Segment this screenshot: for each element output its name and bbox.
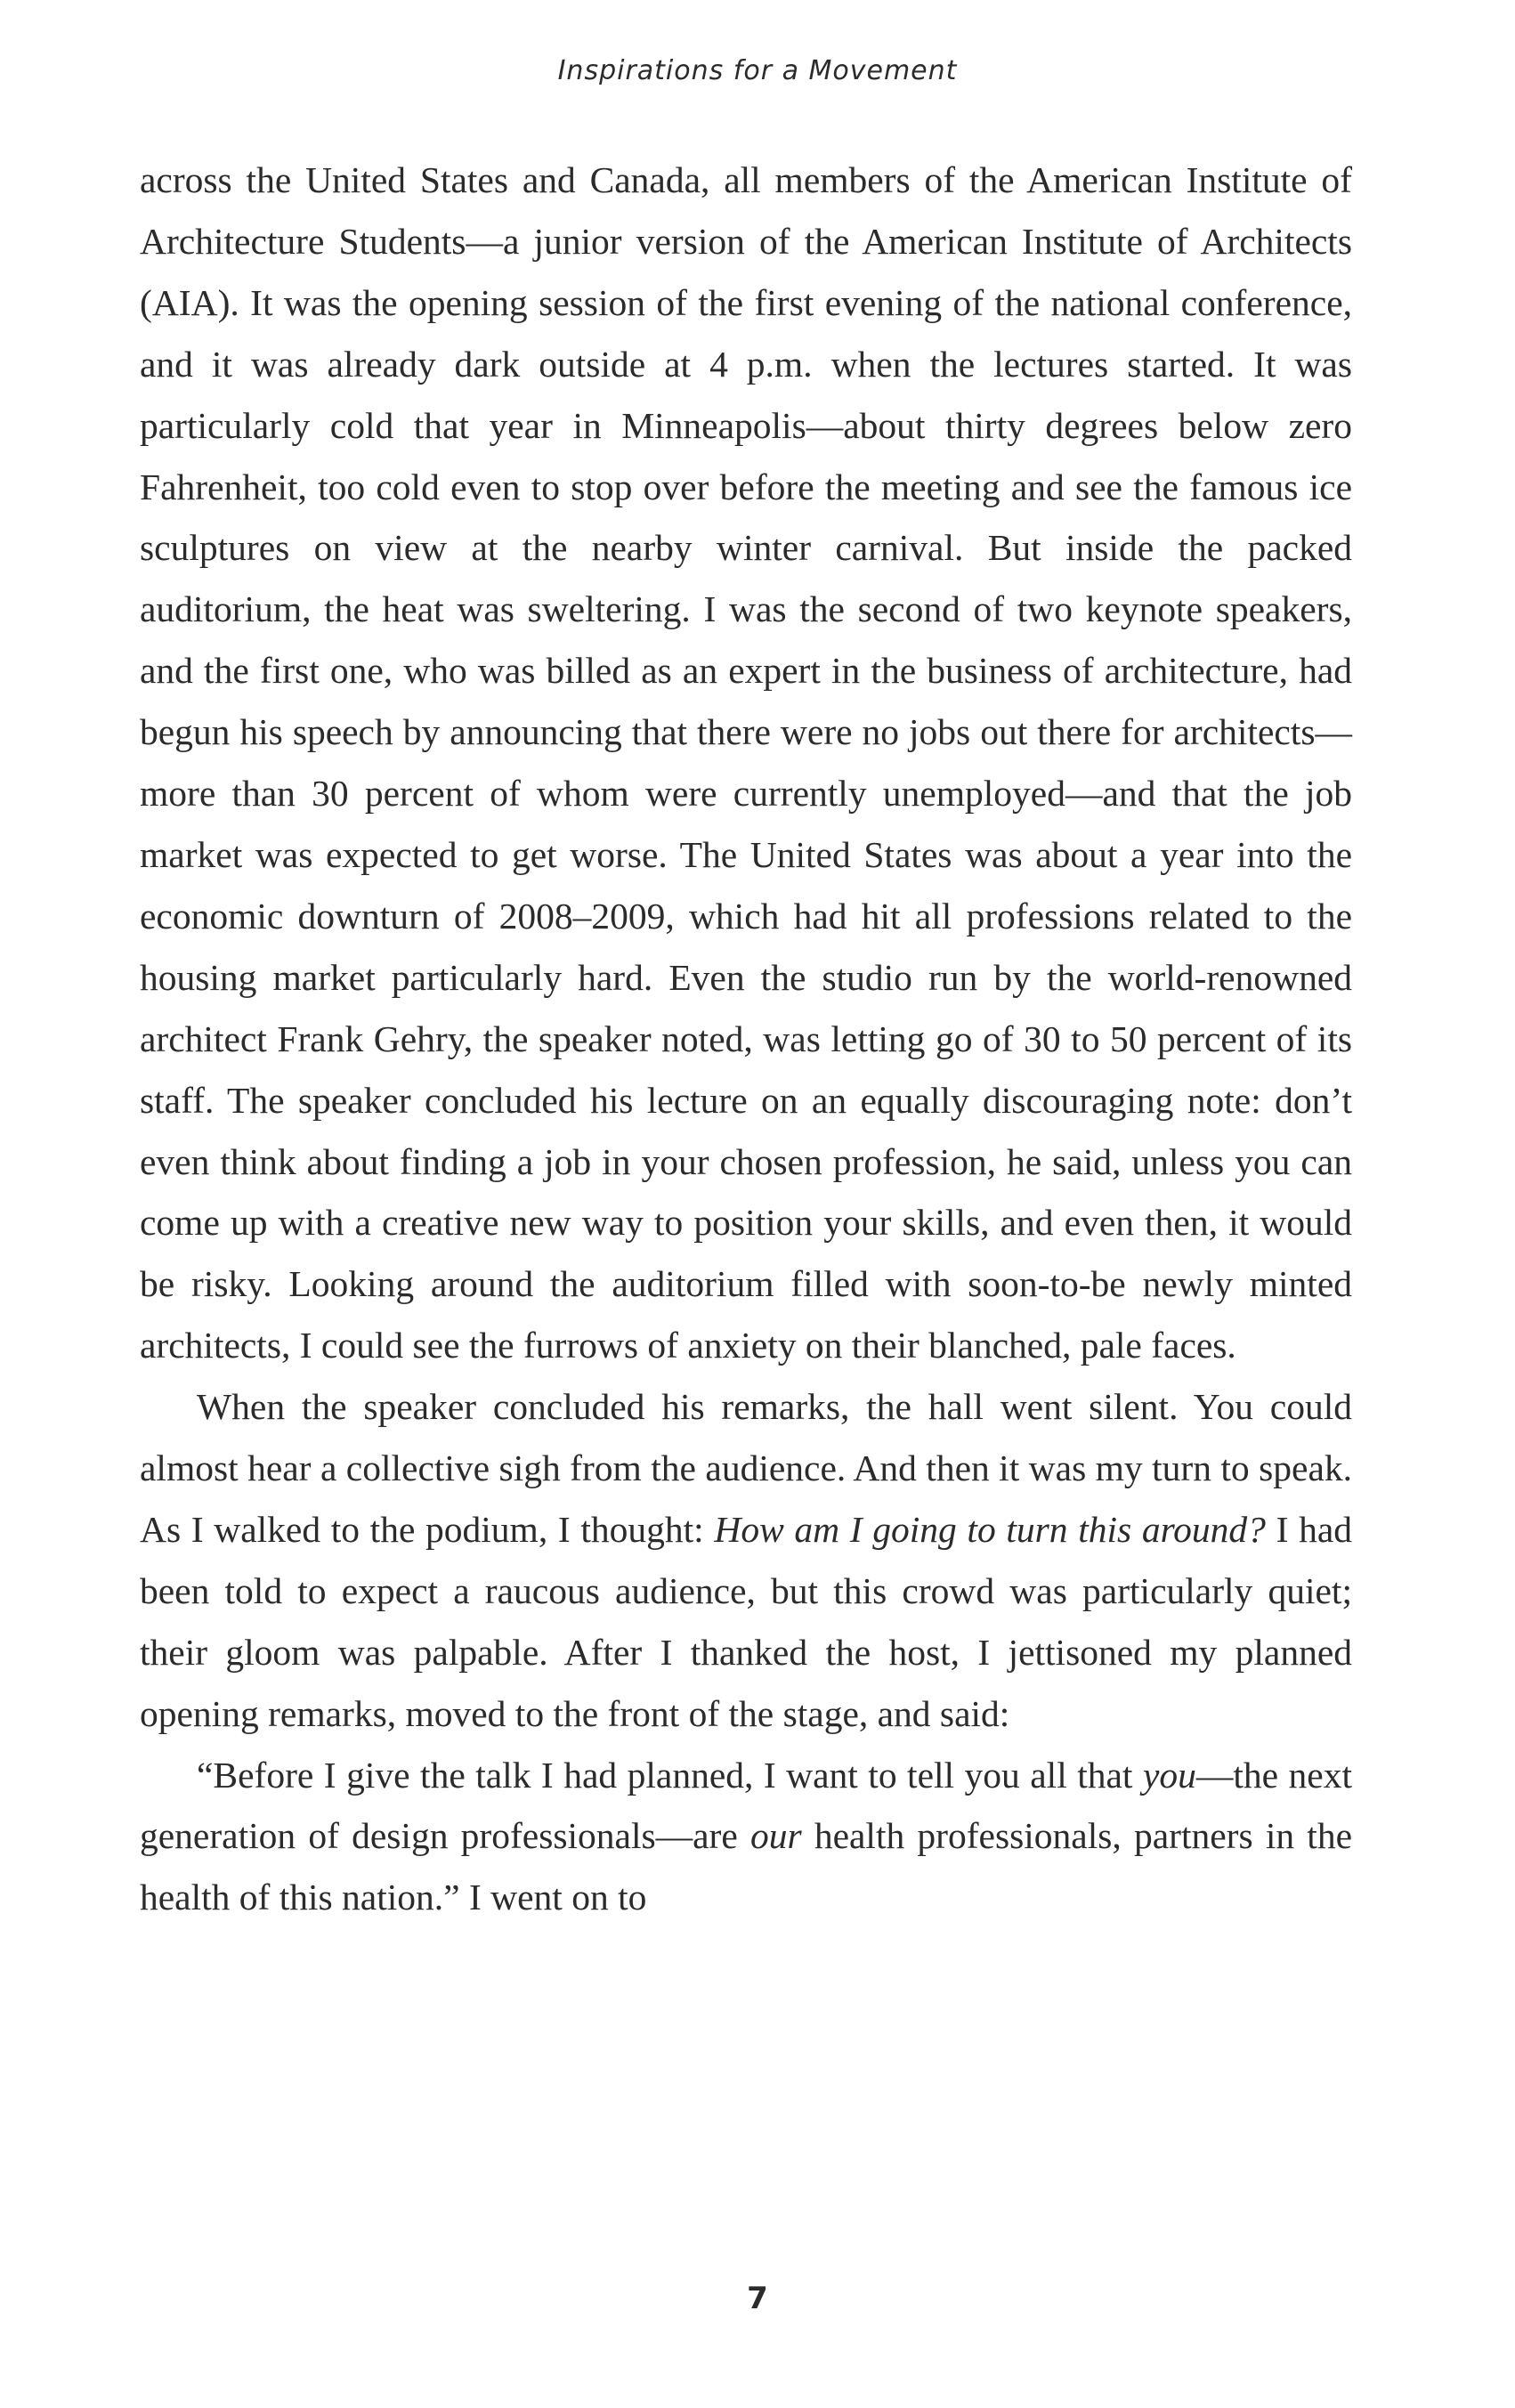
italic-emphasis-our: our xyxy=(749,1815,802,1857)
italic-emphasis-you: you xyxy=(1142,1754,1196,1796)
paragraph-text: “Before I give the talk I had planned, I want to tell you all that xyxy=(197,1754,1143,1796)
running-head: Inspirations for a Movement xyxy=(557,55,958,86)
paragraph-continued: across the United States and Canada, all members of the American Institute of Architecture Students—a junior version of the American Institute of Architects (AIA). It was the opening session of the first evening of the national conference, and it was already dark outside at 4 p.m. when the lectures started. It was particularly cold that year in Minneapolis—about thirty degrees below zero Fahrenheit, too cold even to stop over before the meeting and see the famous ice sculptures on view at the nearby winter carnival. But inside the packed auditorium, the heat was sweltering. I was the second of two keynote speakers, and the first one, who was billed as an expert in the business of architecture, had begun his speech by announcing that there were no jobs out there for architects—more than 30 percent of whom were currently unemployed—and that the job market was expected to get worse. The United States was about a year into the economic downturn of 2008–2009, which had hit all professions related to the housing market particularly hard. Even the studio run by the world-renowned architect Frank Gehry, the speaker noted, was letting go of 30 to 50 percent of its staff. The speaker concluded his lecture on an equally discouraging note: don’t even think about finding a job in your chosen profession, he said, unless you can come up with a creative new way to position your skills, and even then, it would be risky. Looking around the auditorium filled with soon-to-be newly minted architects, I could see the furrows of anxiety on their blanched, pale faces. xyxy=(140,159,1352,1366)
paragraph-quote xyxy=(140,1745,1352,1929)
body-text xyxy=(140,150,1352,1928)
paragraph-speaker-concluded xyxy=(140,1376,1352,1744)
italic-thought: How am I going to turn this around? xyxy=(714,1508,1266,1550)
page-number: 7 xyxy=(747,2281,768,2316)
paragraph-text: I had been told to expect a raucous audience, but this crowd was particularly quiet; their gloom was palpable. After I thanked the host, I jettisoned my planned opening remarks, moved to the front of the stage, and said: xyxy=(140,1508,1352,1734)
paragraph-text: When the speaker concluded his remarks, the hall went silent. You could almost hear a collective sigh from the audience. And then it was my turn to speak. As I walked to the podium, I thought: xyxy=(140,1386,1352,1550)
paragraph-text: health professionals, partners in the health of this nation.” I went on to xyxy=(140,1815,1352,1918)
paragraph-text: —the next generation of design professionals—are xyxy=(140,1754,1352,1857)
